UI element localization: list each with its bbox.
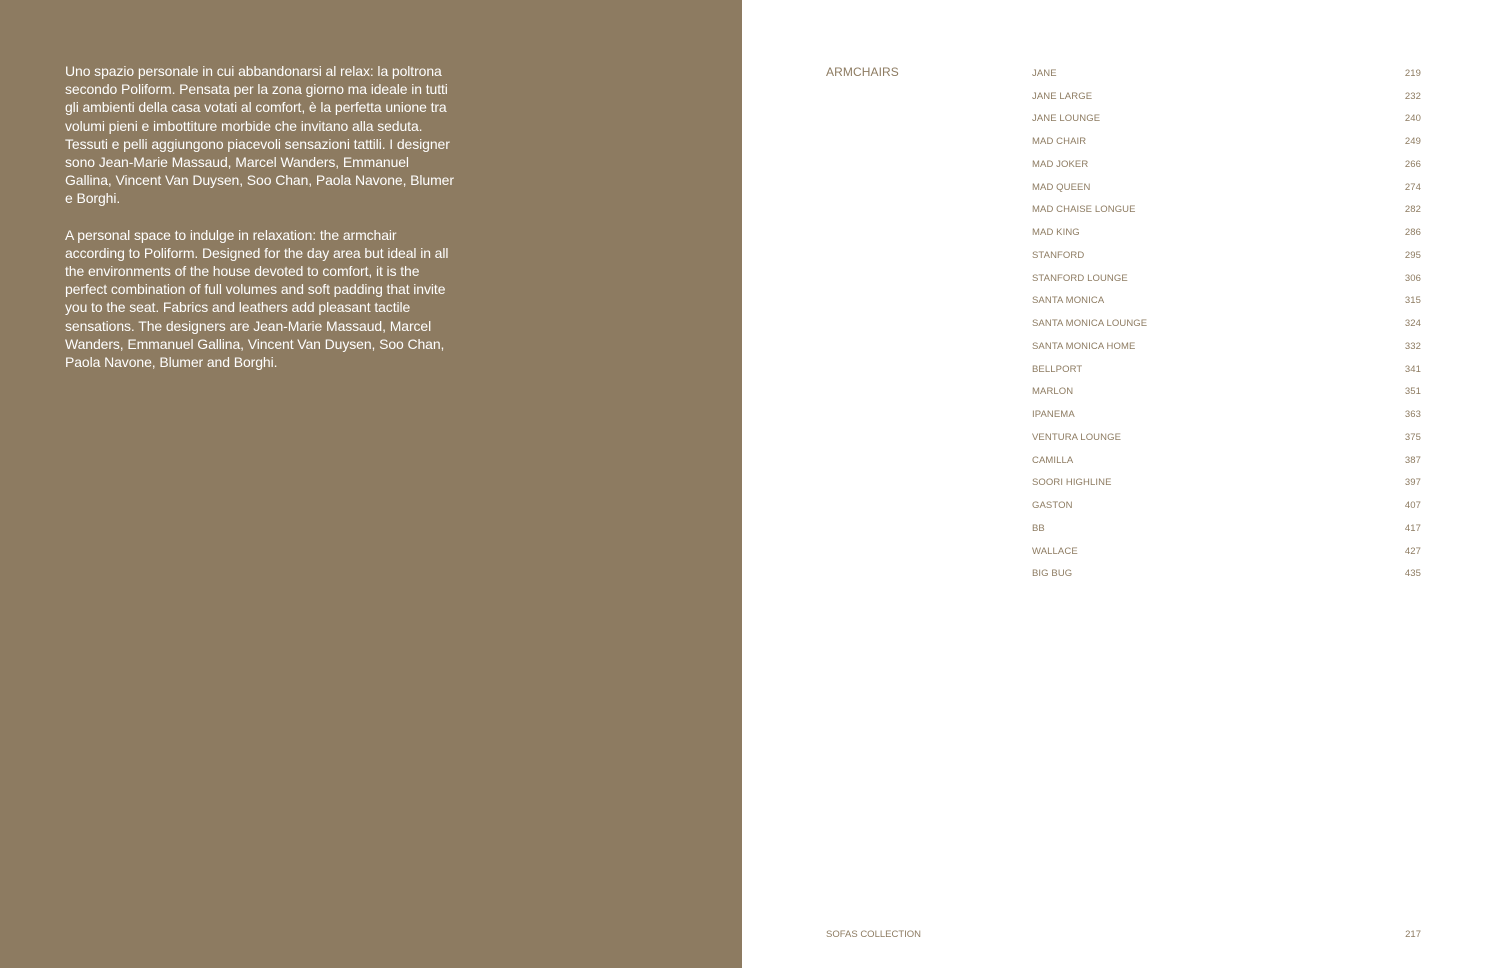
- toc-entry[interactable]: [1032, 312, 1421, 335]
- toc-entry-page: 324: [1404, 318, 1421, 330]
- toc-entry-name: MAD CHAIR: [1032, 136, 1087, 148]
- toc-entry-page: 375: [1404, 431, 1421, 443]
- toc-entry-name: BB: [1032, 522, 1045, 534]
- toc-entry[interactable]: [1032, 267, 1421, 290]
- toc-entry-page: 435: [1404, 568, 1421, 580]
- toc-entry-page: 341: [1404, 363, 1421, 375]
- toc-entry[interactable]: [1032, 494, 1421, 517]
- toc-entry-page: 407: [1404, 500, 1421, 512]
- toc-entry-name: SOORI HIGHLINE: [1032, 477, 1112, 489]
- toc-entry[interactable]: [1032, 517, 1421, 540]
- toc-entry-name: MAD JOKER: [1032, 158, 1089, 170]
- toc-entry-name: VENTURA LOUNGE: [1032, 431, 1122, 443]
- toc-entry-page: 295: [1404, 249, 1421, 261]
- toc-entry-name: IPANEMA: [1032, 409, 1075, 421]
- toc-entry-name: MAD QUEEN: [1032, 181, 1091, 193]
- section-title: ARMCHAIRS: [826, 65, 899, 79]
- left-page: [0, 0, 742, 968]
- intro-english-paragraph: A personal space to indulge in relaxation: the armchair according to Poliform. Designed for the day area but ideal in all the environments of the house devoted to comfort, it is the perfect combination of full volumes and soft padding that invite you to the seat. Fabrics and leathers add pleasant tactile sensations. The designers are Jean-Marie Massaud, Marcel Wanders, Emmanuel Gallina, Vincent Van Duysen, Soo Chan, Paola Navone, Blumer and Borghi.: [65, 226, 449, 371]
- intro-text-block: [65, 62, 457, 389]
- toc-entry-name: JANE LARGE: [1032, 90, 1093, 102]
- toc-entry-page: 249: [1404, 136, 1421, 148]
- toc-entry-name: SANTA MONICA LOUNGE: [1032, 318, 1148, 330]
- toc-entry[interactable]: [1032, 472, 1421, 495]
- toc-entry-name: CAMILLA: [1032, 454, 1074, 466]
- toc-entry-name: GASTON: [1032, 500, 1073, 512]
- toc-entry[interactable]: [1032, 540, 1421, 563]
- toc-entry-page: 427: [1404, 545, 1421, 557]
- toc-entry-name: BELLPORT: [1032, 363, 1083, 375]
- toc-entry[interactable]: [1032, 358, 1421, 381]
- toc-entry-page: 306: [1404, 272, 1421, 284]
- toc-entry-name: MAD CHAISE LONGUE: [1032, 204, 1136, 216]
- toc-entry[interactable]: [1032, 130, 1421, 153]
- toc-entry[interactable]: [1032, 449, 1421, 472]
- toc-entry[interactable]: [1032, 381, 1421, 404]
- right-page: [742, 0, 1485, 968]
- toc-entry-page: 397: [1404, 477, 1421, 489]
- toc-entry[interactable]: [1032, 221, 1421, 244]
- toc-entry[interactable]: [1032, 403, 1421, 426]
- toc-entry[interactable]: [1032, 563, 1421, 586]
- toc-entry[interactable]: [1032, 244, 1421, 267]
- toc-entry-name: BIG BUG: [1032, 568, 1073, 580]
- toc-entry-name: JANE: [1032, 67, 1057, 79]
- toc-entry[interactable]: [1032, 199, 1421, 222]
- toc-entry-page: 332: [1404, 340, 1421, 352]
- toc-entry[interactable]: [1032, 426, 1421, 449]
- toc-entry-name: MAD KING: [1032, 227, 1080, 239]
- toc-entry[interactable]: [1032, 335, 1421, 358]
- toc-entry-page: 286: [1404, 227, 1421, 239]
- toc-entry-page: 417: [1404, 522, 1421, 534]
- toc-entry-name: STANFORD LOUNGE: [1032, 272, 1128, 284]
- toc-entry-page: 232: [1404, 90, 1421, 102]
- toc-entry-page: 274: [1404, 181, 1421, 193]
- toc-entry-page: 363: [1404, 409, 1421, 421]
- toc-entry[interactable]: [1032, 153, 1421, 176]
- toc-entry-page: 240: [1404, 113, 1421, 125]
- toc-entry-name: SANTA MONICA: [1032, 295, 1105, 307]
- toc-entry-page: 219: [1404, 67, 1421, 79]
- toc-entry[interactable]: [1032, 176, 1421, 199]
- toc-entry-page: 387: [1404, 454, 1421, 466]
- toc-entry[interactable]: [1032, 290, 1421, 313]
- toc-entry[interactable]: [1032, 62, 1421, 85]
- footer-collection-label: SOFAS COLLECTION: [826, 929, 922, 940]
- toc-entry[interactable]: [1032, 108, 1421, 131]
- intro-italian-paragraph: Uno spazio personale in cui abbandonarsi al relax: la poltrona secondo Poliform. Pensata per la zona giorno ma ideale in tutti gli ambienti della casa votati al comfort, è la perfetta unione tra volumi pieni e imbottiture morbide che invitano alla seduta. Tessuti e pelli aggiungono piacevoli sensazioni tattili. I designer sono Jean-Marie Massaud, Marcel Wanders, Emmanuel Gallina, Vincent Van Duysen, Soo Chan, Paola Navone, Blumer e Borghi.: [65, 63, 454, 207]
- toc-entry-name: WALLACE: [1032, 545, 1078, 557]
- toc-entry-name: SANTA MONICA HOME: [1032, 340, 1136, 352]
- toc-entry-page: 351: [1404, 386, 1421, 398]
- toc-entry-page: 315: [1404, 295, 1421, 307]
- toc-entry-name: MARLON: [1032, 386, 1074, 398]
- table-of-contents: [1032, 62, 1421, 585]
- toc-entry-name: STANFORD: [1032, 249, 1085, 261]
- toc-entry[interactable]: [1032, 85, 1421, 108]
- toc-entry-page: 282: [1404, 204, 1421, 216]
- toc-entry-page: 266: [1404, 158, 1421, 170]
- footer-page-number: 217: [1405, 929, 1421, 940]
- toc-entry-name: JANE LOUNGE: [1032, 113, 1101, 125]
